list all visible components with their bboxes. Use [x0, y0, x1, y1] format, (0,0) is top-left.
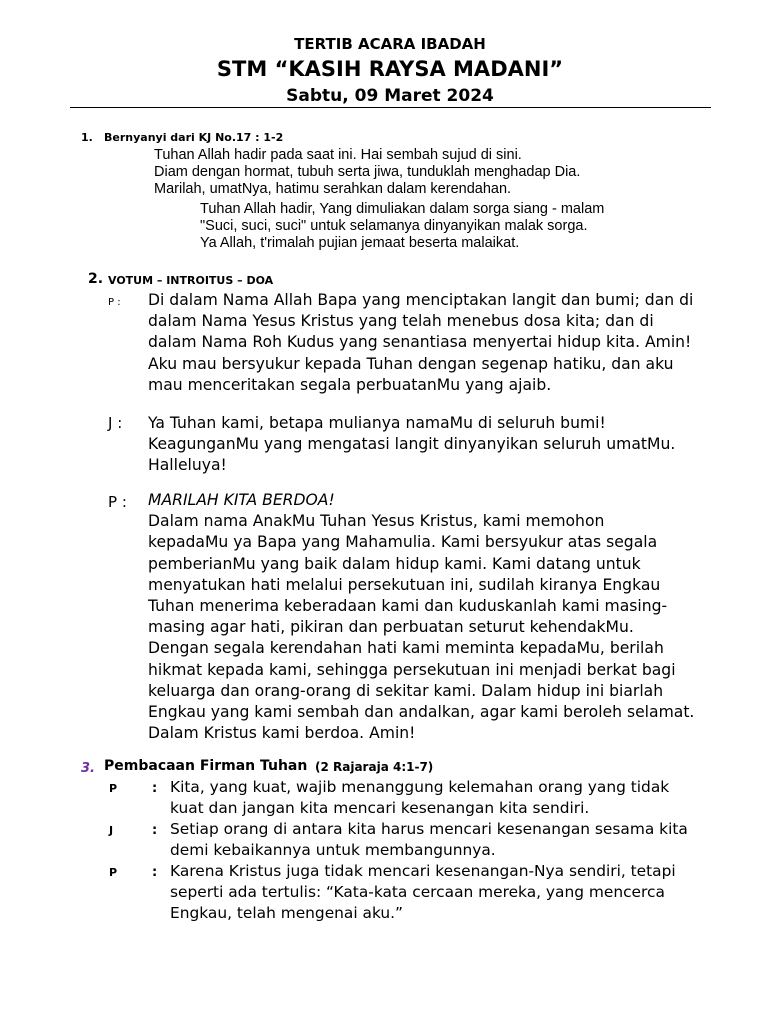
lyric-line: Marilah, umatNya, hatimu serahkan dalam kerendahan.: [154, 181, 512, 197]
lyric-line: "Suci, suci, suci" untuk selamanya dinyanyikan malak sorga.: [200, 218, 588, 234]
text-line: keluarga dan orang-orang di sekitar kami. Dalam hidup ini biarlah: [148, 681, 664, 700]
text-line: kuat dan jangan kita mencari kesenangan kita sendiri.: [170, 799, 590, 818]
reading-text: [170, 819, 730, 861]
lyric-line: Ya Allah, t'rimalah pujian jemaat beserta malaikat.: [200, 235, 520, 251]
speaker-label: P: [109, 782, 118, 795]
section-1-number: 1.: [81, 131, 93, 144]
speaker-colon: :: [152, 781, 158, 796]
text-line: Karena Kristus juga tidak mencari kesenangan-Nya sendiri, tetapi: [170, 862, 676, 880]
prayer-heading: MARILAH KITA BERDOA!: [148, 491, 335, 509]
lyric-line: Tuhan Allah hadir, Yang dimuliakan dalam sorga siang - malam: [200, 201, 605, 217]
text-line: Engkau yang kami sembah dan andalkan, agar kami beroleh selamat.: [148, 702, 695, 721]
votum-text: [148, 290, 723, 396]
text-line: Dalam nama AnakMu Tuhan Yesus Kristus, kami memohon: [148, 512, 605, 531]
section-3-title: Pembacaan Firman Tuhan: [104, 758, 308, 774]
text-line: Dengan segala kerendahan hati kami meminta kepadaMu, berilah: [148, 639, 664, 658]
text-line: Ya Tuhan kami, betapa mulianya namaMu di seluruh bumi!: [148, 414, 606, 432]
text-line: Engkau, telah mengenai aku.”: [170, 904, 404, 923]
header-event-name: STM “KASIH RAYSA MADANI”: [216, 57, 564, 81]
speaker-label: P: [109, 866, 118, 879]
text-line: pemberianMu yang baik dalam hidup kami. Kami datang untuk: [148, 554, 641, 573]
speaker-label: P :: [108, 297, 121, 308]
text-line: Di dalam Nama Allah Bapa yang menciptakan langit dan bumi; dan di: [148, 291, 694, 309]
text-line: mau menceritakan segala perbuatanMu yang ajaib.: [148, 375, 552, 394]
text-line: kepadaMu ya Bapa yang Mahamulia. Kami bersyukur atas segala: [148, 533, 658, 552]
text-line: dalam Nama Roh Kudus yang senantiasa menyertai hidup kita. Amin!: [148, 333, 692, 352]
header-date: Sabtu, 09 Maret 2024: [286, 86, 494, 106]
text-line: hikmat kepada kami, sehingga persekutuan ini menjadi berkat bagi: [148, 660, 676, 679]
speaker-label: P :: [108, 493, 127, 511]
text-line: masing agar hati, pikiran dan perbuatan seturut kehendakMu.: [148, 618, 634, 637]
text-line: demi kebaikannya untuk membangunnya.: [170, 841, 496, 860]
text-line: Tuhan menerima keberadaan kami dan kuduskanlah kami masing-: [148, 596, 668, 615]
header-divider: [70, 107, 711, 108]
text-line: Dalam Kristus kami berdoa. Amin!: [148, 724, 416, 743]
section-2-number: 2.: [88, 271, 104, 287]
introitus-text: [148, 413, 723, 477]
lyric-line: Tuhan Allah hadir pada saat ini. Hai sembah sujud di sini.: [154, 147, 522, 163]
scripture-reference: (2 Rajaraja 4:1-7): [315, 760, 434, 774]
speaker-colon: :: [152, 823, 158, 838]
header-title: TERTIB ACARA IBADAH: [294, 35, 486, 53]
text-line: Kita, yang kuat, wajib menanggung kelemahan orang yang tidak: [170, 778, 670, 796]
speaker-colon: :: [152, 865, 158, 880]
prayer-text: [148, 490, 723, 744]
section-2-title: VOTUM – INTROITUS – DOA: [108, 274, 274, 287]
reading-text: [170, 777, 730, 819]
text-line: menyatukan hati melalui persekutuan ini, sudilah kiranya Engkau: [148, 575, 661, 594]
reading-text: [170, 861, 730, 925]
section-3-number: 3.: [81, 761, 95, 776]
speaker-label: J: [109, 824, 114, 837]
section-1-title: Bernyanyi dari KJ No.17 : 1-2: [104, 131, 284, 144]
lyric-line: Diam dengan hormat, tubuh serta jiwa, tunduklah menghadap Dia.: [154, 164, 581, 180]
text-line: dalam Nama Yesus Kristus yang telah menebus dosa kita; dan di: [148, 312, 654, 331]
text-line: Setiap orang di antara kita harus mencari kesenangan sesama kita: [170, 820, 688, 838]
text-line: Halleluya!: [148, 456, 227, 475]
text-line: seperti ada tertulis: “Kata-kata cercaan mereka, yang mencerca: [170, 883, 665, 902]
text-line: Aku mau bersyukur kepada Tuhan dengan segenap hatiku, dan aku: [148, 354, 674, 373]
text-line: KeagunganMu yang mengatasi langit dinyanyikan seluruh umatMu.: [148, 435, 676, 454]
speaker-label: J :: [108, 414, 123, 432]
